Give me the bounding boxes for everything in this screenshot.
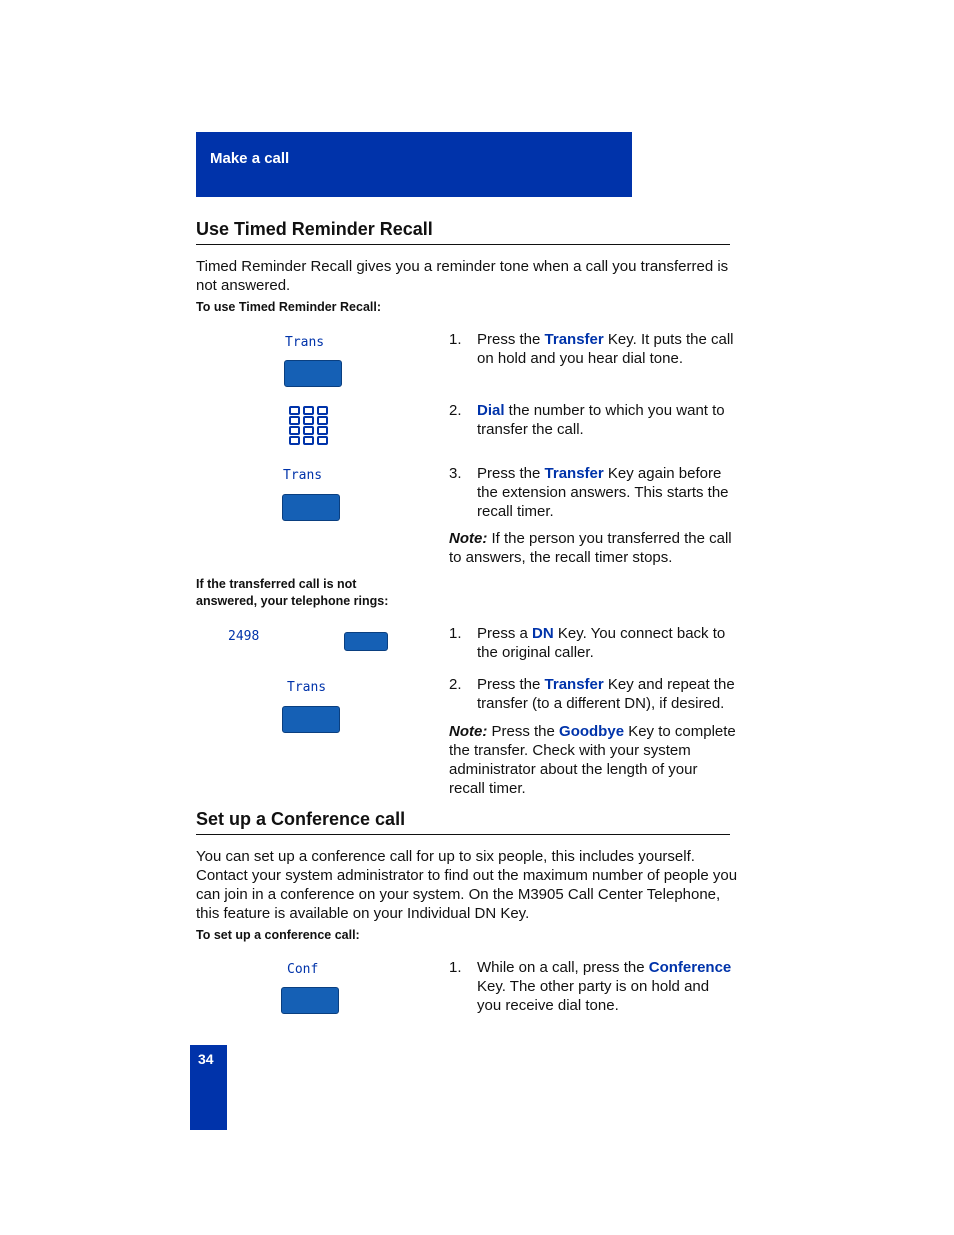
- keypad-icon: [289, 406, 329, 446]
- title-rule: [196, 244, 730, 245]
- step-number: 1.: [449, 625, 462, 642]
- transfer-softkey[interactable]: [282, 706, 340, 733]
- display-label-trans: Trans: [283, 468, 323, 483]
- step-text: Key again before: [603, 465, 722, 482]
- note-text: If the person you transferred the call: [487, 530, 732, 547]
- step-2-dial: [449, 401, 739, 439]
- step-text: Press a: [477, 625, 533, 642]
- step-text: Press the: [477, 676, 545, 693]
- display-label-trans: Trans: [287, 680, 327, 695]
- key-name: Transfer: [544, 465, 604, 482]
- step-press-dn: [449, 624, 739, 662]
- intro-line: this feature is available on your Individual DN Key.: [196, 905, 530, 922]
- key-name: Transfer: [544, 331, 604, 348]
- step-text: transfer (to a different DN), if desired.: [477, 695, 725, 712]
- step-number: 1.: [449, 959, 462, 976]
- step-text: Key. The other party is on hold and: [477, 978, 710, 995]
- note-label: Note:: [449, 530, 488, 547]
- subhead-line: If the transferred call is not: [196, 577, 357, 591]
- note-text: the transfer. Check with your system: [449, 742, 691, 759]
- display-label-trans: Trans: [285, 335, 325, 350]
- note-text: administrator about the length of your: [449, 761, 698, 778]
- page-number-band: [190, 1045, 227, 1130]
- step-repeat-transfer: [449, 675, 739, 713]
- timed-recall-title: Use Timed Reminder Recall: [196, 219, 433, 239]
- timed-recall-subhead: To use Timed Reminder Recall:: [196, 300, 382, 314]
- section-header-band: [196, 132, 632, 197]
- note-label: Note:: [449, 723, 488, 740]
- conference-title: Set up a Conference call: [196, 809, 406, 829]
- timed-recall-intro: [196, 257, 736, 295]
- step-1-transfer: [449, 330, 739, 368]
- step-3-transfer-again: [449, 464, 739, 521]
- step-number: 3.: [449, 465, 462, 482]
- step-text: Key. You connect back to: [553, 625, 726, 642]
- dn-display-number: 2498: [228, 629, 260, 644]
- not-answered-subhead: [196, 576, 388, 610]
- conference-subhead: To set up a conference call:: [196, 928, 360, 942]
- step-text: recall timer.: [477, 503, 554, 520]
- intro-line: not answered.: [196, 277, 291, 294]
- dn-key[interactable]: [344, 632, 388, 651]
- note-text: recall timer.: [449, 780, 526, 797]
- step-text: the original caller.: [477, 644, 594, 661]
- section-header-label: Make a call: [210, 150, 290, 167]
- title-rule: [196, 834, 730, 835]
- page-number: 34: [198, 1051, 214, 1067]
- key-name: Conference: [648, 959, 732, 976]
- note-text: Press the: [487, 723, 560, 740]
- subhead-line: answered, your telephone rings:: [196, 594, 389, 608]
- step-text: Key. It puts the call: [603, 331, 734, 348]
- step-conference: [449, 958, 739, 1015]
- step-text: While on a call, press the: [477, 959, 649, 976]
- key-name: Goodbye: [559, 723, 625, 740]
- step-text: on hold and you hear dial tone.: [477, 350, 683, 367]
- step-number: 2.: [449, 402, 462, 419]
- step-number: 1.: [449, 331, 462, 348]
- transfer-softkey[interactable]: [282, 494, 340, 521]
- step-number: 2.: [449, 676, 462, 693]
- note-goodbye: [449, 722, 739, 798]
- step-text: the extension answers. This starts the: [477, 484, 729, 501]
- note-recall-timer: [449, 529, 739, 567]
- intro-line: You can set up a conference call for up to six people, this includes yourself.: [196, 848, 695, 865]
- note-text: Key to complete: [624, 723, 736, 740]
- intro-line: can join in a conference on your system. On the M3905 Call Center Telephone,: [196, 886, 721, 903]
- step-text: transfer the call.: [477, 421, 584, 438]
- intro-line: Contact your system administrator to find out the maximum number of people you: [196, 867, 738, 884]
- step-text: Key and repeat the: [603, 676, 735, 693]
- step-text: Press the: [477, 465, 545, 482]
- note-text: to answers, the recall timer stops.: [449, 549, 673, 566]
- step-text: the number to which you want to: [504, 402, 725, 419]
- conference-softkey[interactable]: [281, 987, 339, 1014]
- step-text: Press the: [477, 331, 545, 348]
- conference-intro: [196, 847, 741, 923]
- transfer-softkey[interactable]: [284, 360, 342, 387]
- key-name: Transfer: [544, 676, 604, 693]
- intro-line: Timed Reminder Recall gives you a reminder tone when a call you transferred is: [196, 258, 729, 275]
- display-label-conf: Conf: [287, 962, 319, 977]
- step-text: you receive dial tone.: [477, 997, 619, 1014]
- key-name: Dial: [477, 402, 505, 419]
- key-name: DN: [532, 625, 554, 642]
